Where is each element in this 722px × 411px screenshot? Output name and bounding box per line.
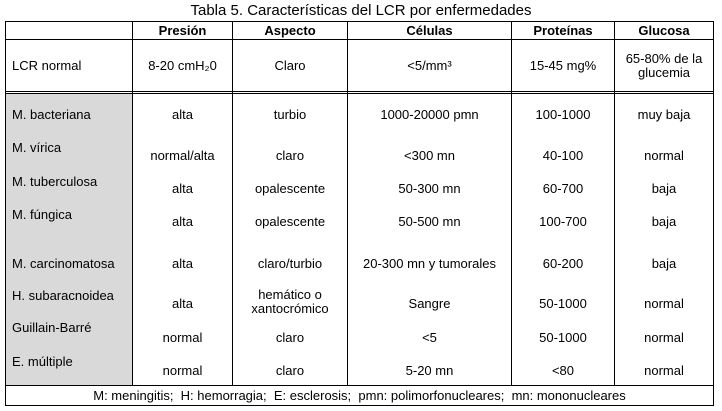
cell-proteinas: 50-1000 (539, 330, 587, 345)
rule-under-normal (6, 91, 713, 92)
normal-presion: 8-20 cmH₂0 (148, 57, 217, 73)
cell-celulas: Sangre (408, 296, 451, 311)
row-label: M. carcinomatosa (12, 256, 115, 271)
table-caption: Tabla 5. Características del LCR por enfermedades (190, 2, 532, 19)
cell-presion: alta (172, 107, 193, 122)
normal-label: LCR normal (12, 57, 82, 73)
cell-proteinas: 60-700 (542, 181, 584, 196)
cell-proteinas: 60-200 (542, 256, 584, 271)
cell-glucosa: normal (644, 330, 684, 345)
header-presion: Presión (158, 22, 207, 38)
header-celulas: Células (406, 22, 453, 38)
cell-glucosa: normal (644, 296, 684, 311)
row-label: H. subaracnoidea (12, 288, 114, 303)
cell-celulas: 1000-20000 pmn (380, 107, 479, 122)
row-label: M. bacteriana (12, 107, 91, 122)
cell-presion: normal/alta (150, 148, 215, 163)
header-proteinas: Proteínas (533, 22, 593, 38)
cell-proteinas: <80 (551, 363, 575, 378)
cell-glucosa: baja (651, 256, 677, 271)
cell-aspecto: claro (275, 363, 305, 378)
cell-proteinas: 100-700 (539, 214, 587, 229)
row-label: Guillain-Barré (12, 320, 92, 335)
cell-aspecto: hemático o xantocrómico (251, 287, 329, 316)
cell-celulas: <5 (422, 330, 437, 345)
cell-celulas: 20-300 mn y tumorales (363, 256, 496, 271)
normal-celulas: <5/mm³ (407, 57, 452, 73)
cell-aspecto: claro (275, 330, 305, 345)
normal-aspecto: Claro (274, 57, 306, 73)
cell-presion: normal (162, 330, 203, 345)
cell-celulas: 50-500 mn (398, 214, 461, 229)
cell-aspecto: opalescente (254, 214, 326, 229)
normal-proteinas: 15-45 mg% (529, 57, 597, 73)
cell-proteinas: 100-1000 (535, 107, 591, 122)
row-label: M. tuberculosa (12, 174, 98, 189)
header-aspecto: Aspecto (264, 22, 316, 38)
cell-celulas: 50-300 mn (398, 181, 461, 196)
cell-proteinas: 50-1000 (539, 296, 587, 311)
cell-presion: alta (172, 181, 193, 196)
row-label: M. fúngica (12, 207, 72, 222)
csf-table (5, 21, 714, 406)
cell-presion: alta (172, 256, 193, 271)
cell-aspecto: claro (275, 148, 305, 163)
normal-glucosa: 65-80% de la glucemia (625, 50, 703, 80)
cell-glucosa: normal (644, 148, 684, 163)
cell-celulas: 5-20 mn (405, 363, 454, 378)
cell-presion: alta (172, 214, 193, 229)
cell-aspecto: turbio (273, 107, 307, 122)
cell-proteinas: 40-100 (542, 148, 584, 163)
footnote: M: meningitis; H: hemorragia; E: esclerosis; pmn: polimorfonucleares; mn: mononucleares (93, 387, 626, 403)
header-glucosa: Glucosa (638, 22, 690, 38)
cell-aspecto: claro/turbio (257, 256, 323, 271)
cell-glucosa: muy baja (637, 107, 691, 122)
row-label: M. vírica (12, 140, 62, 155)
cell-glucosa: normal (644, 363, 684, 378)
cell-aspecto: opalescente (254, 181, 326, 196)
cell-presion: alta (172, 296, 193, 311)
rule-under-normal-2 (6, 93, 713, 94)
cell-celulas: <300 mn (404, 148, 455, 163)
cell-glucosa: baja (651, 181, 677, 196)
cell-presion: normal (162, 363, 203, 378)
row-label: E. múltiple (12, 354, 73, 369)
cell-glucosa: baja (651, 214, 677, 229)
